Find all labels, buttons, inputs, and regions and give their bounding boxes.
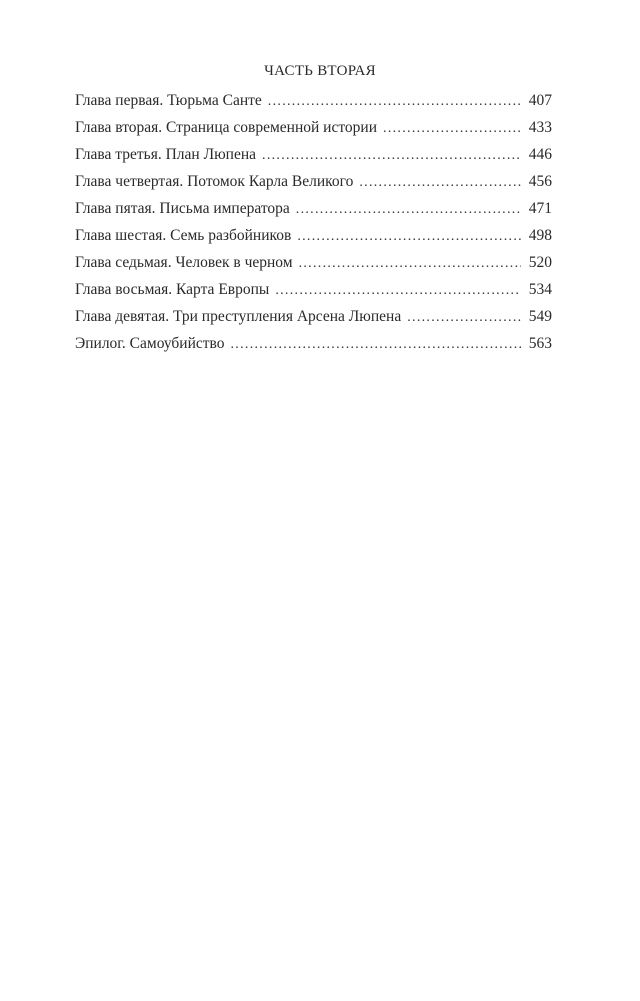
table-of-contents bbox=[75, 92, 552, 362]
entry-page: 471 bbox=[528, 200, 552, 217]
entry-page: 456 bbox=[528, 173, 552, 190]
dot-leader bbox=[359, 175, 520, 191]
entry-title: Глава восьмая. Карта Европы bbox=[75, 281, 270, 298]
entry-title: Глава пятая. Письма императора bbox=[75, 200, 290, 217]
entry-title: Глава седьмая. Человек в черном bbox=[75, 254, 293, 271]
dot-leader bbox=[297, 229, 520, 245]
dot-leader bbox=[296, 202, 521, 218]
entry-page: 549 bbox=[528, 308, 552, 325]
toc-entry bbox=[75, 308, 552, 335]
dot-leader bbox=[275, 283, 520, 299]
entry-page: 446 bbox=[528, 146, 552, 163]
dot-leader bbox=[299, 256, 521, 272]
entry-title: Глава четвертая. Потомок Карла Великого bbox=[75, 173, 354, 190]
dot-leader bbox=[383, 121, 521, 137]
entry-title: Глава третья. План Люпена bbox=[75, 146, 257, 163]
entry-title: Глава первая. Тюрьма Санте bbox=[75, 92, 262, 109]
entry-title: Глава шестая. Семь разбойников bbox=[75, 227, 292, 244]
toc-entry bbox=[75, 335, 552, 362]
dot-leader bbox=[262, 148, 521, 164]
entry-page: 563 bbox=[528, 335, 552, 352]
entry-page: 520 bbox=[528, 254, 552, 271]
toc-entry bbox=[75, 281, 552, 308]
entry-page: 498 bbox=[528, 227, 552, 244]
entry-title: Эпилог. Самоубийство bbox=[75, 335, 225, 352]
toc-entry bbox=[75, 92, 552, 119]
entry-title: Глава девятая. Три преступления Арсена Люпена bbox=[75, 308, 402, 325]
toc-entry bbox=[75, 146, 552, 173]
part-heading: ЧАСТЬ ВТОРАЯ bbox=[264, 63, 376, 79]
entry-title: Глава вторая. Страница современной истории bbox=[75, 119, 378, 136]
toc-entry bbox=[75, 200, 552, 227]
toc-entry bbox=[75, 173, 552, 200]
toc-entry bbox=[75, 254, 552, 281]
entry-page: 534 bbox=[528, 281, 552, 298]
entry-page: 433 bbox=[528, 119, 552, 136]
entry-page: 407 bbox=[528, 92, 552, 109]
dot-leader bbox=[407, 310, 521, 326]
dot-leader bbox=[231, 337, 521, 353]
toc-entry bbox=[75, 227, 552, 254]
toc-entry bbox=[75, 119, 552, 146]
dot-leader bbox=[268, 94, 521, 110]
